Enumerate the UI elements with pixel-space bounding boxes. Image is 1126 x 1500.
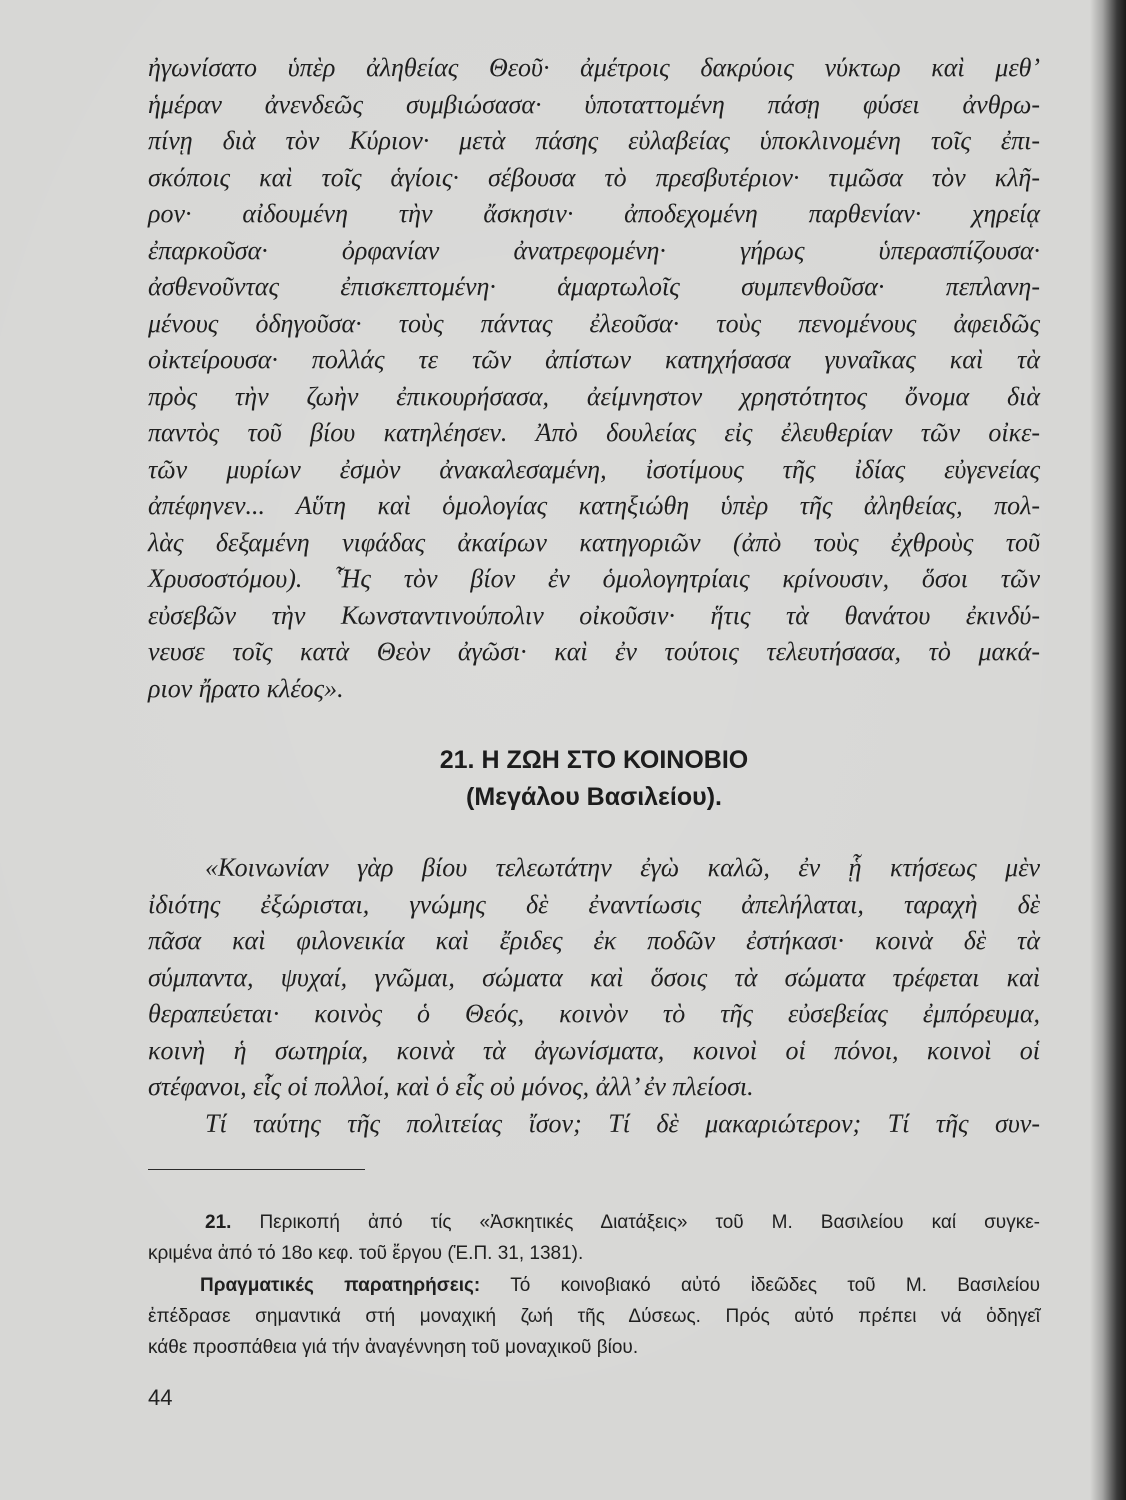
text-line: εὐσεβῶν τὴν Κωνσταντινούπολιν οἰκοῦσιν· ἥτις τὰ θανάτου ἐκινδύ-	[148, 600, 1040, 630]
text-line: λὰς δεξαμένη νιφάδας ἀκαίρων κατηγοριῶν (ἀπὸ τοὺς ἐχθροὺς τοῦ	[148, 527, 1040, 557]
text-line: σκόποις καὶ τοῖς ἁγίοις· σέβουσα τὸ πρεσβυτέριον· τιμῶσα τὸν κλῆ-	[148, 162, 1040, 192]
remarks-label: Πραγματικές παρατηρήσεις:	[200, 1275, 481, 1296]
footnote-line: ἐπέδρασε σημαντικά στή μοναχική ζωή τῆς Δύσεως. Πρός αὐτό πρέπει νά ὁδηγεῖ	[148, 1306, 1040, 1327]
section-heading	[148, 742, 1040, 816]
text-line: ἀπέφηνεν... Αὕτη καὶ ὁμολογίας κατηξιώθη ὑπὲρ τῆς ἀληθείας, πολ-	[148, 491, 1040, 520]
passage-20-text	[148, 50, 1040, 707]
footnote-number: 21.	[205, 1212, 232, 1233]
text-line: ἡμέραν ἀνενδεῶς συμβιώσασα· ὑποταττομένη πάσῃ φύσει ἀνθρω-	[148, 89, 1040, 119]
text-line: σύμπαντα, ψυχαί, γνῶμαι, σώματα καὶ ὅσοις τὰ σώματα τρέφεται καὶ	[148, 962, 1040, 992]
footnote-line	[148, 1207, 1040, 1238]
footnote-text: Περικοπή ἀπό τίς «Ἀσκητικές Διατάξεις» τοῦ Μ. Βασιλείου καί συγκε-	[259, 1212, 1040, 1233]
text-line: παντὸς τοῦ βίου κατηλέησεν. Ἀπὸ δουλείας εἰς ἐλευθερίαν τῶν οἰκε-	[148, 418, 1040, 447]
text-line: πᾶσα καὶ φιλονεικία καὶ ἔριδες ἐκ ποδῶν ἐστήκασι· κοινὰ δὲ τὰ	[148, 926, 1040, 955]
text-line: Χρυσοστόμου). Ἧς τὸν βίον ἐν ὁμολογητρίαις κρίνουσιν, ὅσοι τῶν	[148, 564, 1040, 593]
footnote-rule	[148, 1169, 365, 1170]
page-number: 44	[148, 1385, 173, 1410]
text-line: «Κοινωνίαν γὰρ βίου τελεωτάτην ἐγὼ καλῶ, ἐν ᾗ κτήσεως μὲν	[205, 853, 1040, 882]
text-line: ἐπαρκοῦσα· ὀρφανίαν ἀνατρεφομένη· γήρως ὑπερασπίζουσα·	[148, 235, 1040, 265]
text-line: ἀσθενοῦντας ἐπισκεπτομένη· ἁμαρτωλοῖς συμπενθοῦσα· πεπλανη-	[148, 272, 1040, 301]
section-21-text	[148, 850, 1040, 1142]
footnote-line	[148, 1270, 1040, 1301]
text-line: ἠγωνίσατο ὑπὲρ ἀληθείας Θεοῦ· ἀμέτροις δακρύοις νύκτωρ καὶ μεθ’	[148, 53, 1040, 82]
footnote-21	[148, 1207, 1040, 1269]
footnote-remarks	[148, 1270, 1040, 1363]
text-line: κοινὴ ἡ σωτηρία, κοινὰ τὰ ἀγωνίσματα, κοινοὶ οἱ πόνοι, κοινοὶ οἱ	[148, 1035, 1040, 1065]
text-line: θεραπεύεται· κοινὸς ὁ Θεός, κοινὸν τὸ τῆς εὐσεβείας ἐμπόρευμα,	[148, 999, 1040, 1028]
text-line: οἰκτείρουσα· πολλάς τε τῶν ἀπίστων κατηχήσασα γυναῖκας καὶ τὰ	[148, 345, 1040, 374]
text-line: πίνῃ διὰ τὸν Κύριον· μετὰ πάσης εὐλαβείας ὑποκλινομένη τοῖς ἐπι-	[148, 126, 1040, 155]
text-line: μένους ὁδηγοῦσα· τοὺς πάντας ἐλεοῦσα· τοὺς πενομένους ἀφειδῶς	[148, 308, 1040, 338]
section-subtitle: (Μεγάλου Βασιλείου).	[466, 783, 722, 811]
text-line: στέφανοι, εἷς οἱ πολλοί, καὶ ὁ εἷς οὐ μόνος, ἀλλ’ ἐν πλείοσι.	[148, 1072, 754, 1101]
text-line: Τί ταύτης τῆς πολιτείας ἴσον; Τί δὲ μακαριώτερον; Τί τῆς συν-	[205, 1108, 1040, 1138]
remarks-text: Τό κοινοβιακό αὐτό ἰδεῶδες τοῦ Μ. Βασιλείου	[510, 1275, 1040, 1296]
footnote-line: κριμένα ἀπό τό 18ο κεφ. τοῦ ἔργου (Ἑ.Π. 31, 1381).	[148, 1243, 584, 1264]
section-title: 21. Η ΖΩΗ ΣΤΟ ΚΟΙΝΟΒΙΟ	[439, 746, 749, 774]
footnote-line: κάθε προσπάθεια γιά τήν ἀναγέννηση τοῦ μοναχικοῦ βίου.	[148, 1337, 639, 1358]
text-line: νευσε τοῖς κατὰ Θεὸν ἀγῶσι· καὶ ἐν τούτοις τελευτήσασα, τὸ μακά-	[148, 637, 1040, 666]
text-line: ἰδιότης ἐξώρισται, γνώμης δὲ ἐναντίωσις ἀπελήλαται, ταραχὴ δὲ	[148, 889, 1040, 919]
text-line: τῶν μυρίων ἐσμὸν ἀνακαλεσαμένη, ἰσοτίμους τῆς ἰδίας εὐγενείας	[148, 454, 1040, 484]
page-edge-shadow	[1090, 0, 1126, 1500]
text-line: πρὸς τὴν ζωὴν ἐπικουρήσασα, ἀείμνηστον χρηστότητος ὄνομα διὰ	[148, 381, 1040, 411]
text-line: ρον· αἰδουμένη τὴν ἄσκησιν· ἀποδεχομένη παρθενίαν· χηρείᾳ	[148, 199, 1040, 228]
text-line: ριον ἤρατο κλέος».	[148, 673, 344, 703]
